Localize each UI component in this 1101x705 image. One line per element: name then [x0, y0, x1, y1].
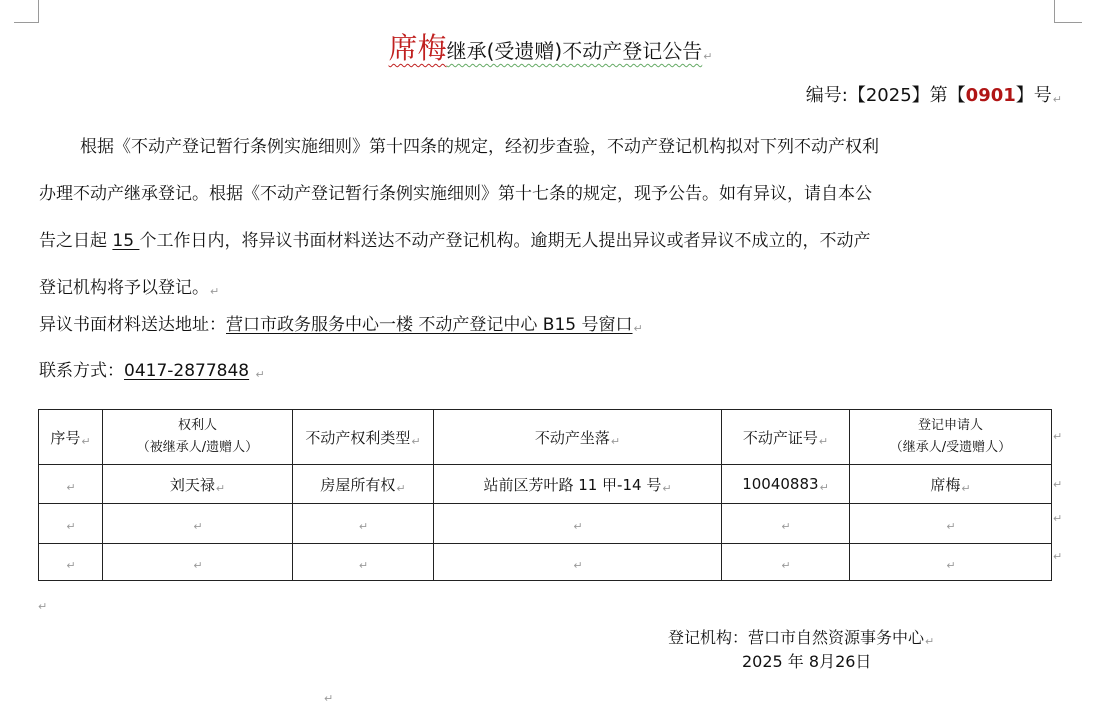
cell-cert: 10040883↵ [722, 465, 850, 504]
title-name: 席梅 [388, 31, 447, 65]
cell-applicant: 席梅↵ [850, 465, 1052, 504]
number-value: 0901 [965, 85, 1016, 106]
cell-applicant: ↵ [850, 544, 1052, 581]
notice-date: 2025 年 8月26日 [742, 652, 872, 671]
cell-holder: 刘天禄↵ [103, 465, 293, 504]
contact-phone: 0417-2877848 [124, 361, 250, 381]
cell-holder: ↵ [103, 504, 293, 544]
cell-seq: ↵ [39, 544, 103, 581]
header-seq: 序号↵ [39, 410, 103, 465]
body-line: 登记机构将予以登记。↵ [39, 278, 220, 298]
contact-info: 联系方式：0417-2877848 ↵ [39, 361, 265, 381]
cell-cert: ↵ [722, 544, 850, 581]
paragraph-mark-icon: ↵ [1052, 93, 1062, 106]
cell-type: ↵ [293, 544, 434, 581]
table-header-row [39, 410, 1052, 465]
header-type: 不动产权利类型↵ [293, 410, 434, 465]
header-location: 不动产坐落↵ [434, 410, 722, 465]
notice-number: 编号:【2025】第【0901】号↵ [805, 85, 1062, 106]
body-line: 办理不动产继承登记。根据《不动产登记暂行条例实施细则》第十七条的规定，现予公告。如有异议，请自本公 [39, 184, 872, 204]
page-corner-mark [14, 22, 39, 23]
number-year: 2025 [865, 85, 912, 106]
header-cert: 不动产证号↵ [722, 410, 850, 465]
row-end-mark-icon: ↵ [1053, 512, 1063, 525]
page-corner-mark [1054, 22, 1082, 23]
table-row [39, 465, 1052, 504]
cell-type: ↵ [293, 504, 434, 544]
row-end-mark-icon: ↵ [1053, 550, 1063, 563]
cell-cert: ↵ [722, 504, 850, 544]
row-end-mark-icon: ↵ [1053, 430, 1063, 443]
objection-days: 15 [112, 231, 140, 251]
registration-authority: 登记机构：营口市自然资源事务中心↵ [668, 628, 935, 648]
body-line: 根据《不动产登记暂行条例实施细则》第十四条的规定，经初步查验，不动产登记机构拟对下列不动产权利 [80, 137, 879, 157]
paragraph-mark-icon: ↵ [324, 692, 334, 705]
header-holder: 权利人 （被继承人/遗赠人） [103, 410, 293, 465]
paragraph-mark-icon: ↵ [38, 600, 48, 613]
header-applicant: 登记申请人 （继承人/受遗赠人） [850, 410, 1052, 465]
paragraph-mark-icon: ↵ [703, 50, 713, 63]
cell-applicant: ↵ [850, 504, 1052, 544]
address-value: 营口市政务服务中心一楼 不动产登记中心 B15 号窗口 [226, 315, 633, 335]
page-corner-mark [1054, 0, 1055, 22]
objection-address: 异议书面材料送达地址：营口市政务服务中心一楼 不动产登记中心 B15 号窗口↵ [39, 315, 643, 335]
row-end-mark-icon: ↵ [1053, 478, 1063, 491]
body-line: 告之日起 15 个工作日内，将异议书面材料送达不动产登记机构。逾期无人提出异议或者异议不成立的，不动产 [39, 231, 871, 251]
cell-holder: ↵ [103, 544, 293, 581]
notice-body [39, 124, 1059, 312]
registration-table [38, 409, 1052, 581]
title-rest: 继承(受遗赠)不动产登记公告 [446, 39, 703, 63]
page-corner-mark [38, 0, 39, 22]
paragraph-mark-icon: ↵ [925, 635, 935, 648]
paragraph-mark-icon: ↵ [255, 368, 265, 381]
cell-location: ↵ [434, 544, 722, 581]
cell-location: 站前区芳叶路 11 甲-14 号↵ [434, 465, 722, 504]
paragraph-mark-icon: ↵ [210, 285, 220, 298]
cell-type: 房屋所有权↵ [293, 465, 434, 504]
cell-seq: ↵ [39, 504, 103, 544]
paragraph-mark-icon: ↵ [633, 322, 643, 335]
cell-seq: ↵ [39, 465, 103, 504]
table-row [39, 504, 1052, 544]
notice-title [0, 28, 1101, 77]
table-row [39, 544, 1052, 581]
cell-location: ↵ [434, 504, 722, 544]
